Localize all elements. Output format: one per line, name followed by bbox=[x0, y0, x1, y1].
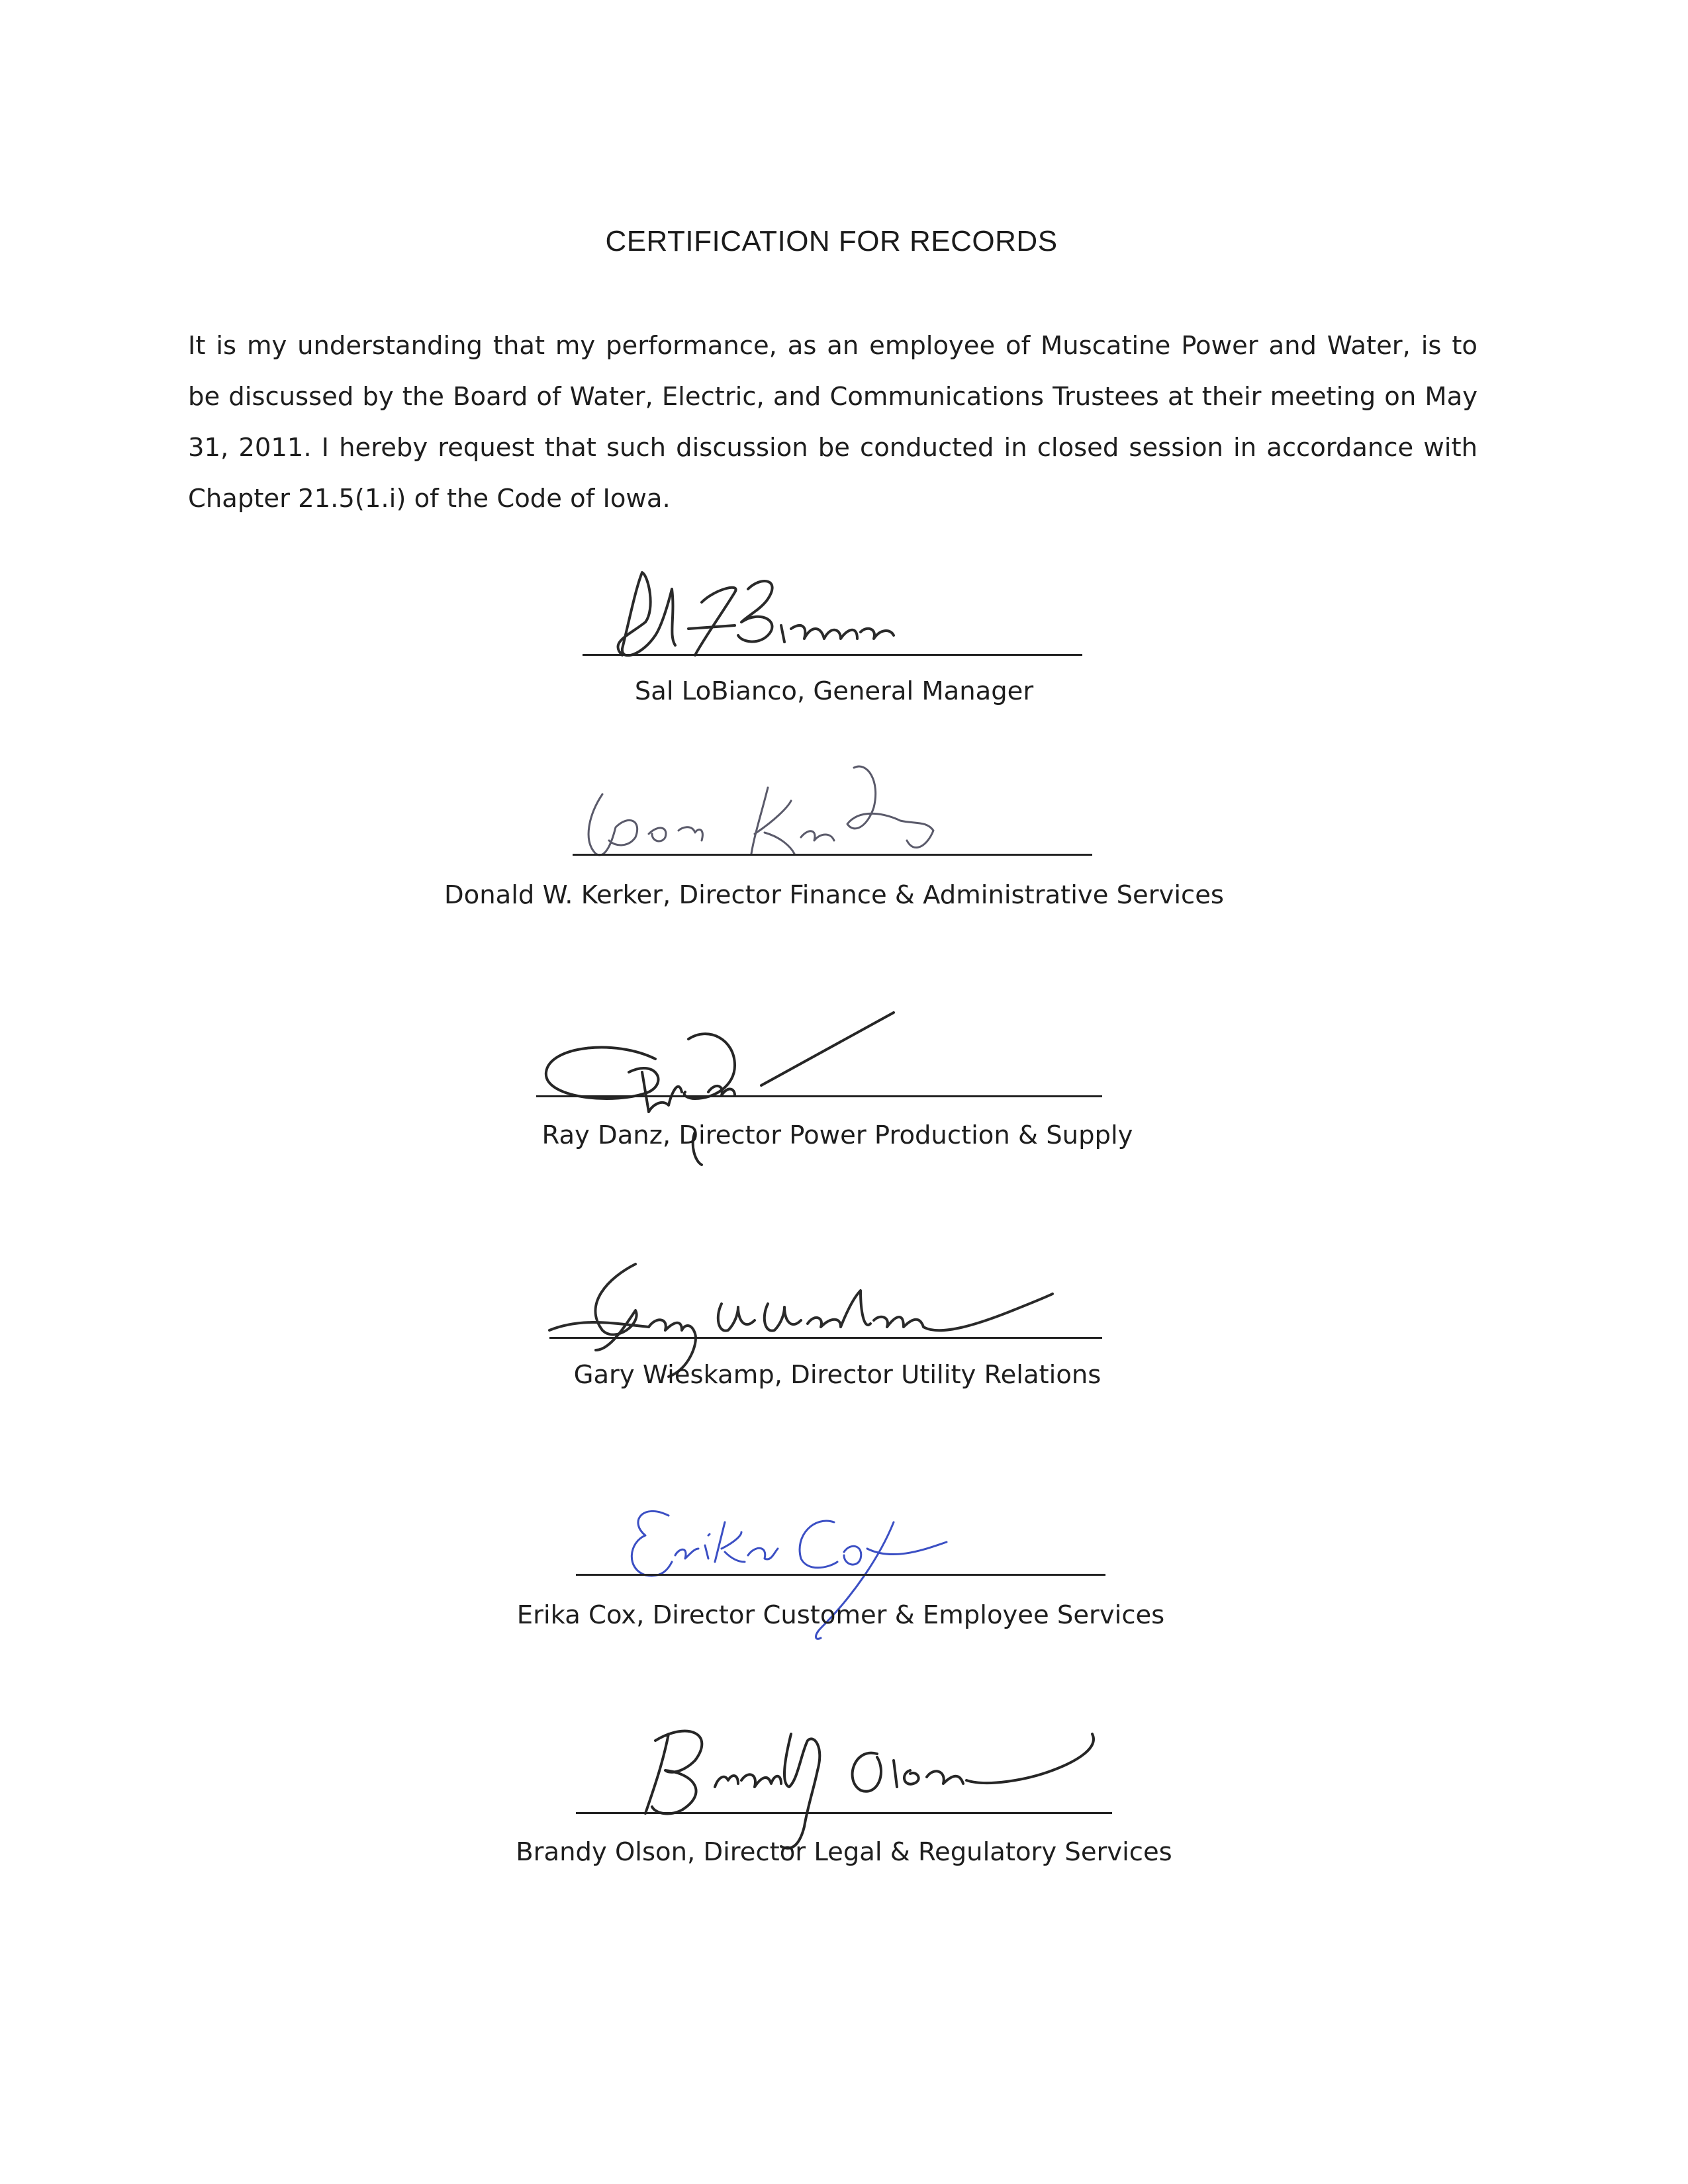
signatory-caption: Sal LoBianco, General Manager bbox=[634, 676, 1034, 706]
signature-stroke bbox=[645, 1731, 1094, 1848]
signatory-caption: Gary Wieskamp, Director Utility Relations bbox=[573, 1360, 1102, 1390]
signatory-caption: Ray Danz, Director Power Production & Supply bbox=[541, 1120, 1133, 1150]
signature-line bbox=[536, 1095, 1102, 1097]
signature-line bbox=[576, 1574, 1105, 1576]
signature-image-lobianco bbox=[583, 563, 927, 675]
signatory-caption: Donald W. Kerker, Director Finance & Administrative Services bbox=[444, 880, 1224, 910]
signature-line bbox=[573, 854, 1092, 856]
signatory-caption: Brandy Olson, Director Legal & Regulatory Services bbox=[516, 1837, 1172, 1867]
signatory-caption: Erika Cox, Director Customer & Employee Services bbox=[516, 1600, 1165, 1630]
signature-line bbox=[583, 654, 1082, 656]
signature-stroke bbox=[588, 766, 933, 855]
signature-line bbox=[549, 1337, 1102, 1339]
document-title: CERTIFICATION FOR RECORDS bbox=[605, 225, 1058, 257]
document-body-paragraph: It is my understanding that my performance, as an employee of Muscatine Power and Water, is to be discussed by the Board of Water, Electric, and Communications Trustees at their meeting on May 31, 2011. I hereby request that such discussion be conducted in closed session in accordance with Chapter 21.5(1.i) of the Code of Iowa. bbox=[188, 331, 1477, 514]
signature-image-kerker bbox=[569, 754, 980, 874]
signature-stroke bbox=[618, 572, 894, 655]
signature-line bbox=[576, 1812, 1112, 1814]
